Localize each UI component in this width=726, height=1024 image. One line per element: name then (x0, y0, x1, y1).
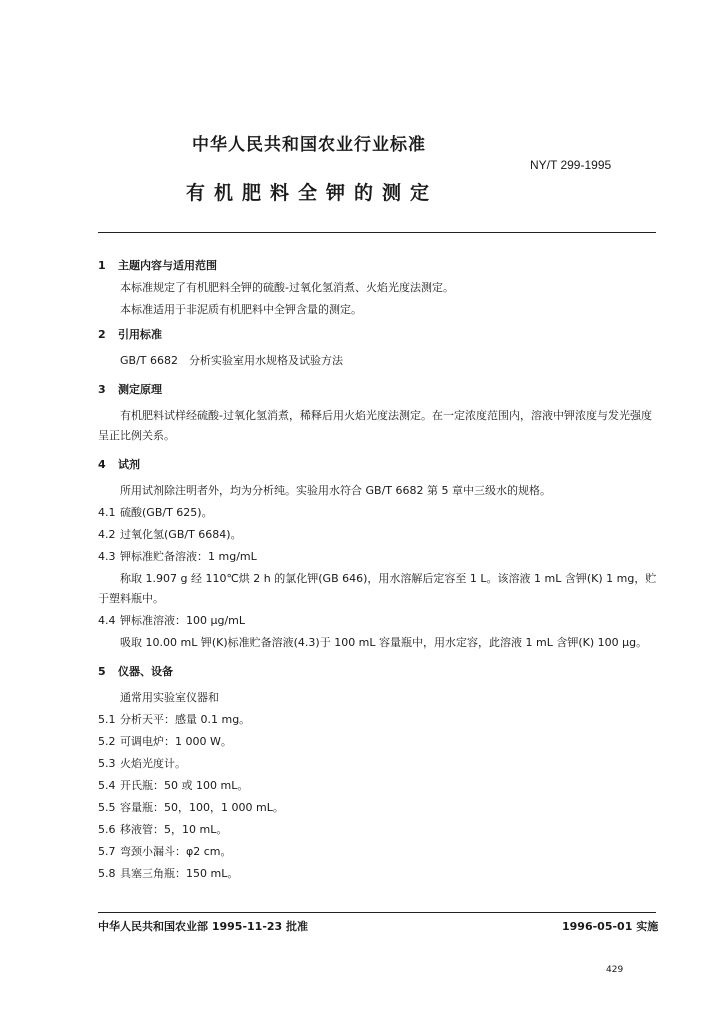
approval-line: 中华人民共和国农业部 1995-11-23 批准 (98, 920, 309, 933)
document-title: 有机肥料全钾的测定 (186, 182, 439, 204)
item-text: 移液管：5，10 mL。 (120, 823, 228, 836)
item-number: 5.8 (98, 867, 116, 880)
paragraph: 本标准适用于非泥质有机肥料中全钾含量的测定。 (120, 303, 362, 316)
list-item (98, 863, 658, 885)
item-number: 5.1 (98, 713, 116, 726)
section-title: 试剂 (118, 458, 140, 471)
issuing-organization: 中华人民共和国农业行业标准 (192, 135, 426, 155)
list-item (98, 819, 658, 841)
item-number: 4.1 (98, 506, 116, 519)
item-number: 5.5 (98, 801, 116, 814)
section-title: 测定原理 (118, 383, 162, 396)
header-divider (98, 232, 656, 233)
item-text: 分析天平：感量 0.1 mg。 (120, 713, 251, 726)
document-body (98, 252, 658, 885)
item-text: 过氧化氢(GB/T 6684)。 (120, 528, 242, 541)
section-number: 1 (98, 259, 106, 272)
list-item (98, 753, 658, 775)
item-detail: 吸取 10.00 mL 钾(K)标准贮备溶液(4.3)于 100 mL 容量瓶中，用水定容，此溶液 1 mL 含钾(K) 100 μg。 (120, 636, 648, 649)
item-number: 5.2 (98, 735, 116, 748)
list-item (98, 524, 658, 546)
list-item (98, 546, 658, 568)
list-item (98, 775, 658, 797)
item-number: 5.4 (98, 779, 116, 792)
item-text: 开氏瓶：50 或 100 mL。 (120, 779, 249, 792)
paragraph: 有机肥料试样经硫酸-过氧化氢消煮，稀释后用火焰光度法测定。在一定浓度范围内，溶液中钾浓度与发光强度呈正比例关系。 (98, 409, 652, 442)
section-number: 5 (98, 665, 106, 678)
implementation-date: 1996-05-01 实施 (562, 920, 659, 933)
item-number: 5.3 (98, 757, 116, 770)
list-item (98, 797, 658, 819)
item-number: 5.6 (98, 823, 116, 836)
list-item (98, 709, 658, 731)
list-item (98, 731, 658, 753)
paragraph: 本标准规定了有机肥料全钾的硫酸-过氧化氢消煮、火焰光度法测定。 (120, 281, 454, 294)
section-number: 3 (98, 383, 106, 396)
list-item (98, 841, 658, 863)
item-text: 火焰光度计。 (120, 757, 186, 770)
item-text: 钾标准贮备溶液：1 mg/mL (120, 550, 257, 563)
paragraph: 通常用实验室仪器和 (120, 691, 219, 704)
footer-divider (98, 912, 656, 913)
section-title: 仪器、设备 (118, 665, 173, 678)
item-number: 4.2 (98, 528, 116, 541)
item-text: 具塞三角瓶：150 mL。 (120, 867, 239, 880)
item-text: 可调电炉：1 000 W。 (120, 735, 232, 748)
item-number: 4.3 (98, 550, 116, 563)
item-text: 弯颈小漏斗：φ2 cm。 (120, 845, 232, 858)
section-number: 2 (98, 328, 106, 341)
list-item (98, 502, 658, 524)
page-number: 429 (606, 965, 624, 975)
section-heading (98, 324, 658, 346)
list-item (98, 610, 658, 632)
item-number: 4.4 (98, 614, 116, 627)
section-heading (98, 255, 658, 277)
item-text: 硫酸(GB/T 625)。 (120, 506, 213, 519)
paragraph: GB/T 6682 分析实验室用水规格及试验方法 (120, 354, 343, 367)
section-heading (98, 454, 658, 476)
section-number: 4 (98, 458, 106, 471)
item-text: 钾标准溶液：100 μg/mL (120, 614, 246, 627)
section-heading (98, 661, 658, 683)
section-title: 主题内容与适用范围 (118, 259, 217, 272)
item-number: 5.7 (98, 845, 116, 858)
section-title: 引用标准 (118, 328, 162, 341)
item-text: 容量瓶：50，100，1 000 mL。 (120, 801, 284, 814)
section-heading (98, 379, 658, 401)
paragraph: 所用试剂除注明者外，均为分析纯。实验用水符合 GB/T 6682 第 5 章中三级水的规格。 (120, 484, 551, 497)
item-detail: 称取 1.907 g 经 110℃烘 2 h 的氯化钾(GB 646)，用水溶解后定容至 1 L。该溶液 1 mL 含钾(K) 1 mg，贮于塑料瓶中。 (98, 572, 657, 605)
standard-code: NY/T 299-1995 (530, 158, 612, 172)
